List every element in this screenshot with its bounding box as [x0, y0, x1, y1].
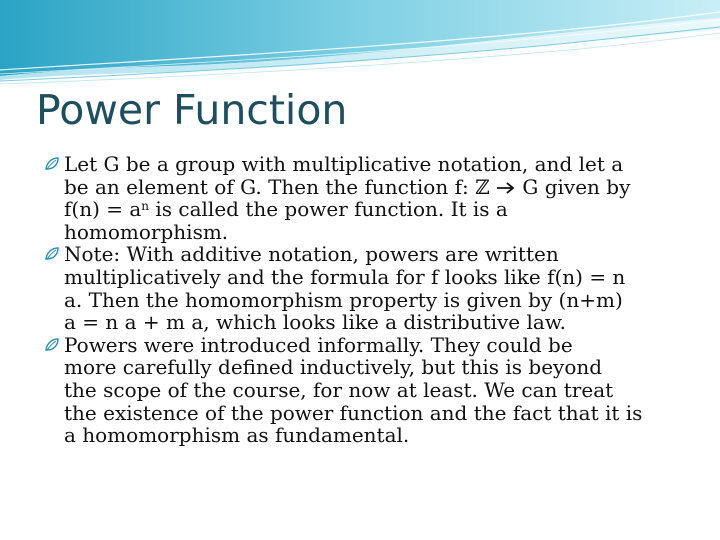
bullet-paragraph [44, 243, 694, 333]
bullet-paragraph [44, 153, 694, 243]
bullet-paragraph [44, 334, 694, 447]
text-fragment: be an element of G. Then the function f: ℤ [64, 174, 490, 199]
text-line: a = n a + m a, which looks like a distributive law. [64, 310, 566, 335]
text-line: Note: With additive notation, powers are written [64, 242, 559, 267]
arrow-right-icon [496, 181, 516, 195]
text-line: more carefully defined inductively, but this is beyond [64, 355, 603, 380]
text-line [64, 198, 694, 221]
text-line: a homomorphism as fundamental. [64, 423, 410, 448]
text-line: the existence of the power function and the fact that it is [64, 400, 643, 425]
text-line: the scope of the course, for now at least. We can treat [64, 377, 614, 402]
text-line: homomorphism. [64, 219, 229, 244]
text-fragment: G given by [516, 174, 631, 199]
leaf-bullet-icon [44, 246, 60, 262]
leaf-bullet-icon [44, 337, 60, 353]
text-line: multiplicatively and the formula for f looks like f(n) = n [64, 264, 626, 289]
leaf-bullet-icon [44, 156, 60, 172]
wave-banner-decoration [0, 0, 720, 90]
text-line: Powers were introduced informally. They could be [64, 332, 573, 357]
text-fragment: is called the power function. It is a [149, 197, 508, 222]
slide-title: Power Function [36, 86, 348, 134]
text-line [64, 176, 694, 199]
text-line: Let G be a group with multiplicative notation, and let a [64, 152, 624, 176]
text-fragment: f(n) = a [64, 197, 142, 222]
slide-body [44, 153, 694, 447]
text-line: a. Then the homomorphism property is given by (n+m) [64, 287, 623, 312]
exponent: n [141, 199, 150, 214]
